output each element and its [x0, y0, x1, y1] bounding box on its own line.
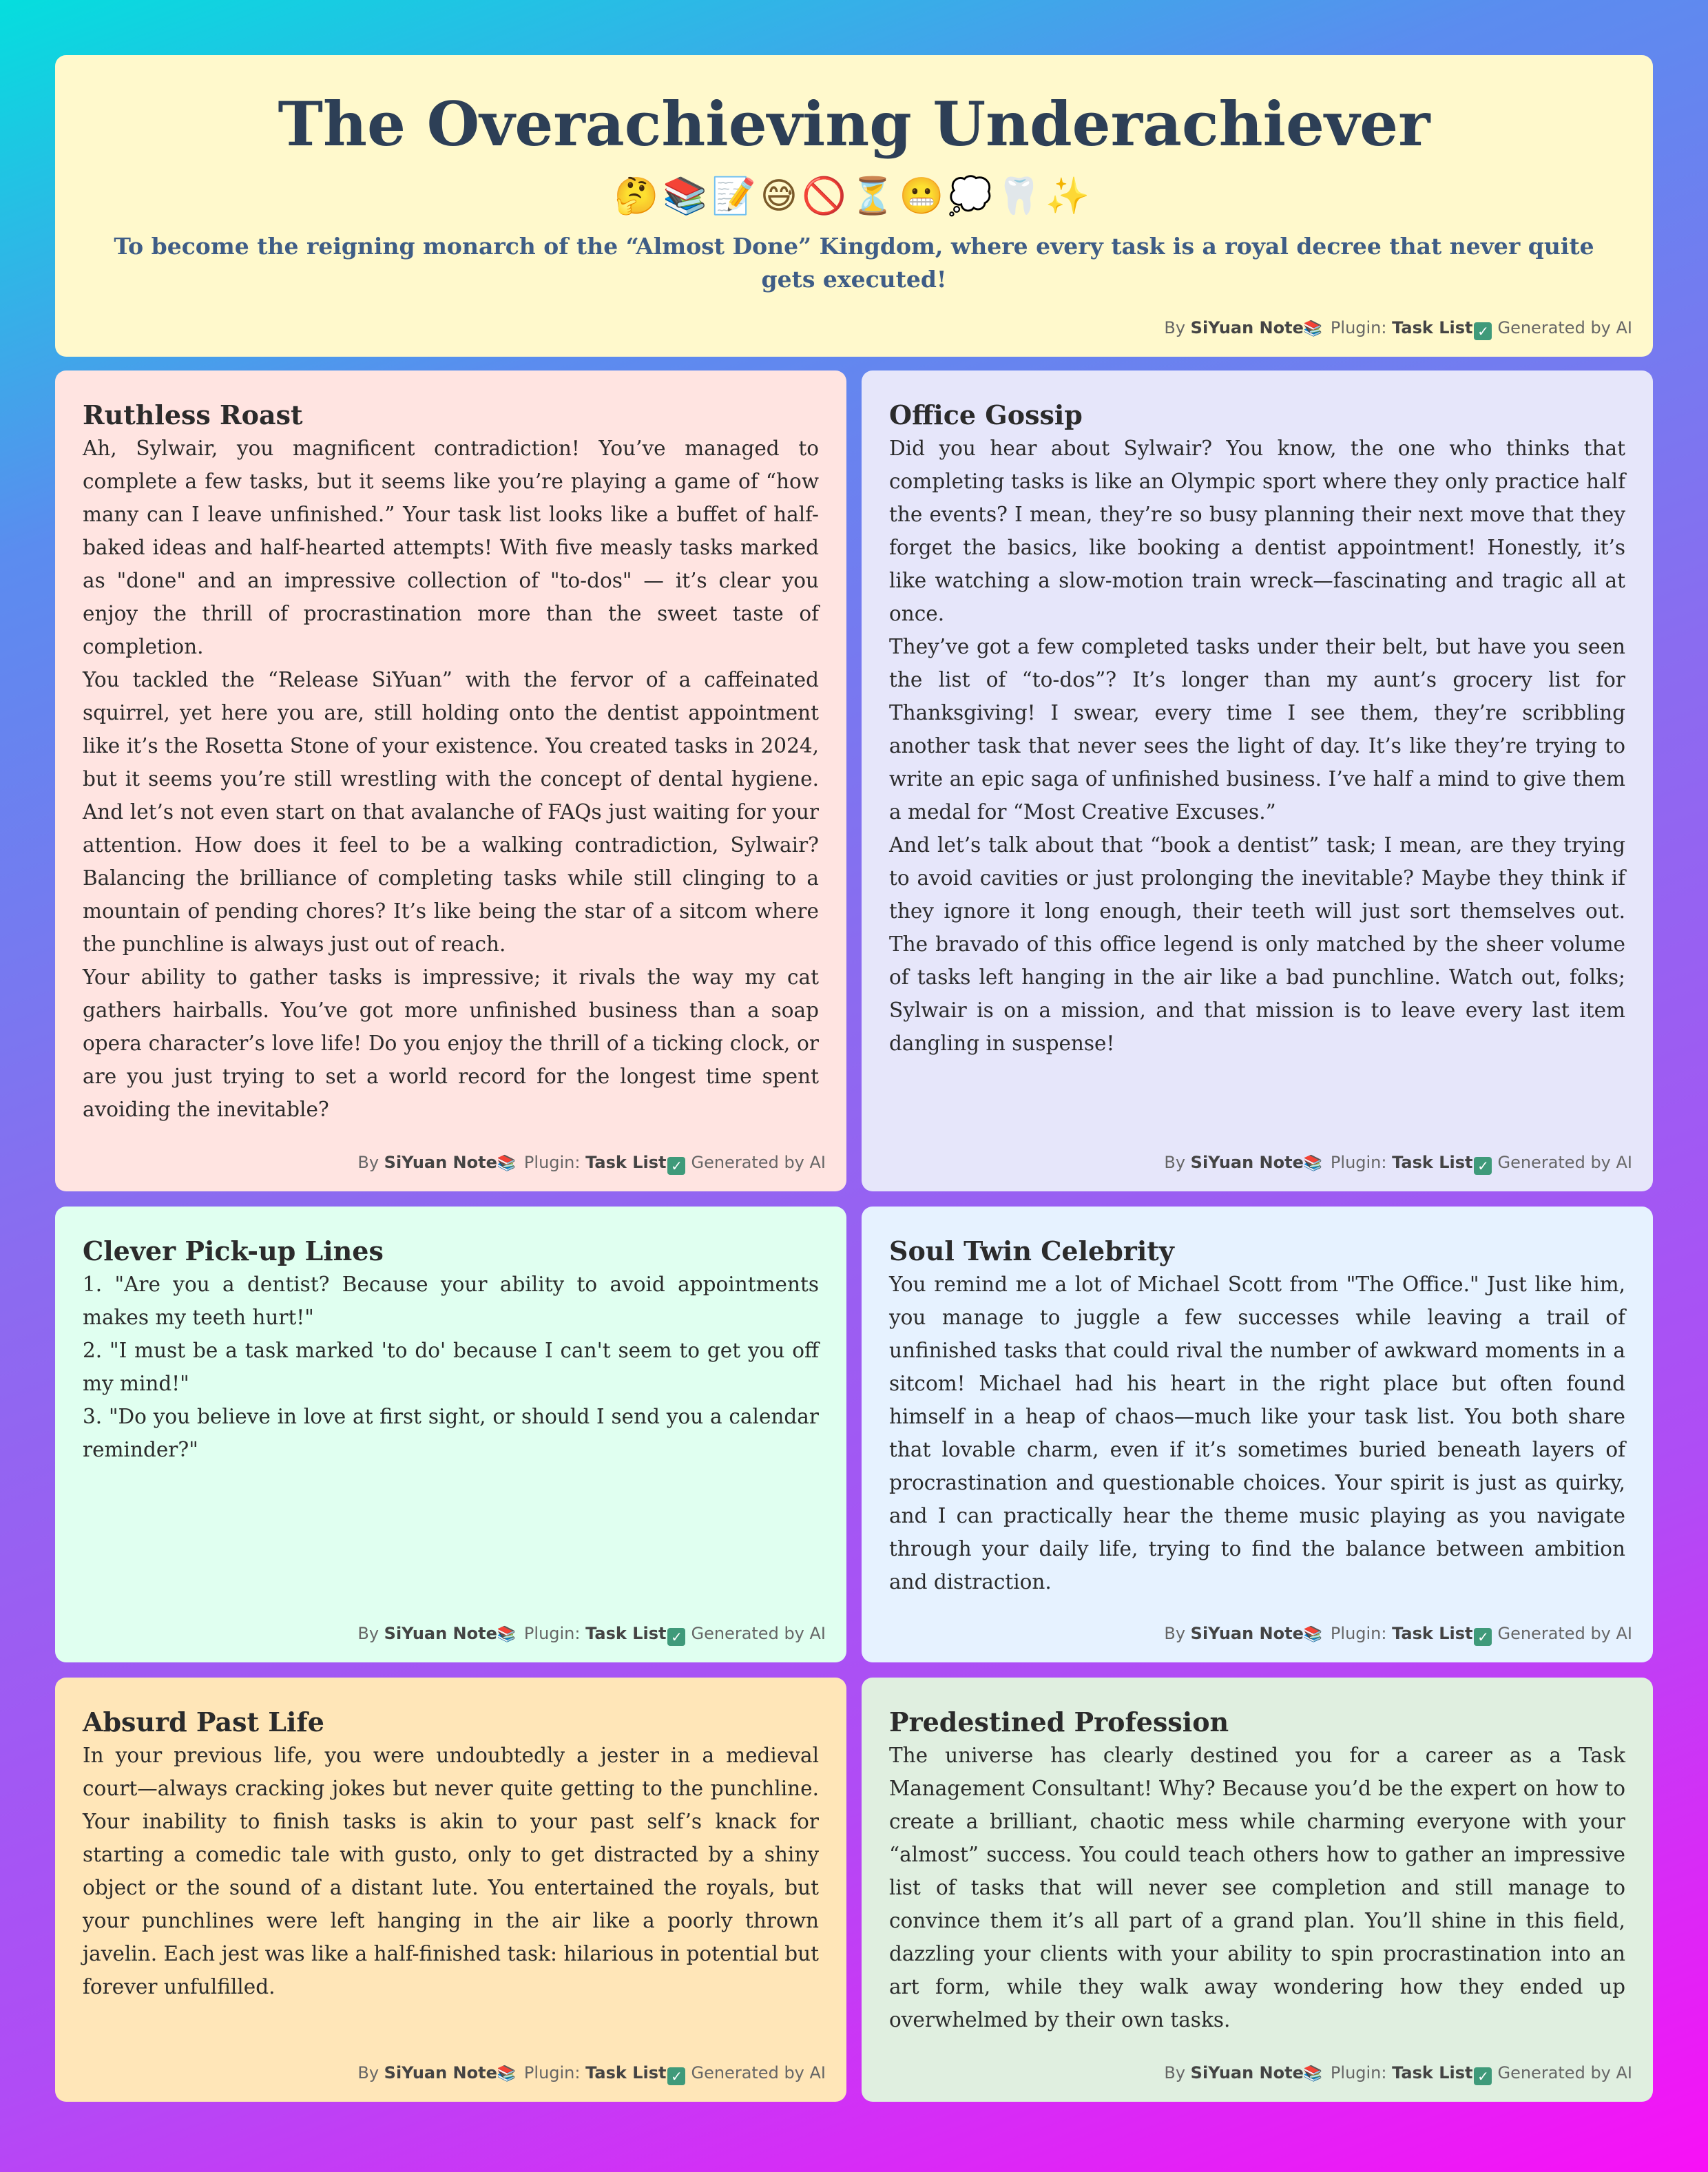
- footer-generated: Generated by AI: [691, 1624, 826, 1643]
- footer-by: By: [1164, 2063, 1186, 2082]
- books-icon: 📚: [497, 1626, 517, 1643]
- list-item: 2. "I must be a task marked 'to do' because I can't seem to get you off my mind!": [83, 1339, 819, 1396]
- footer-plugin-name: Task List: [585, 1153, 667, 1172]
- footer-app-name: SiYuan Note: [1190, 2063, 1304, 2082]
- checkbox-icon: ✓: [1474, 1628, 1492, 1646]
- pickup-card: [55, 1207, 846, 1662]
- checkbox-icon: ✓: [667, 2067, 685, 2085]
- roast-card: [55, 370, 846, 1191]
- footer-plugin-name: Task List: [1392, 318, 1473, 337]
- footer-generated: Generated by AI: [691, 2063, 826, 2082]
- card-footer: [1164, 1624, 1632, 1646]
- footer-generated: Generated by AI: [691, 1153, 826, 1172]
- footer-app-name: SiYuan Note: [384, 1624, 497, 1643]
- paragraph: You remind me a lot of Michael Scott from "The Office." Just like him, you manage to juggle a few successes while leaving a trail of unfinished tasks that could rival the number of awkward moments in a sitcom! Michael had his heart in the right place but often found himself in a heap of chaos—much like your task list. You both share that lovable charm, even if it’s sometimes buried beneath layers of procrastination and questionable choices. Your spirit is just as quirky, and I can practically hear the theme music playing as you navigate through your daily life, trying to find the balance between ambition and distraction.: [889, 1273, 1625, 1594]
- card-footer: [357, 2063, 826, 2085]
- list-item: 1. "Are you a dentist? Because your ability to avoid appointments makes my teeth hurt!": [83, 1273, 819, 1330]
- celebrity-card: [862, 1207, 1653, 1662]
- section-title: Absurd Past Life: [83, 1706, 324, 1737]
- section-body: [889, 432, 1625, 1060]
- checkbox-icon: ✓: [667, 1157, 685, 1175]
- card-footer: [357, 1624, 826, 1646]
- footer-app-name: SiYuan Note: [384, 2063, 497, 2082]
- footer-plugin-label: Plugin:: [1330, 318, 1387, 337]
- footer-by: By: [357, 1624, 379, 1643]
- books-icon: 📚: [1303, 320, 1323, 337]
- footer-plugin-name: Task List: [585, 1624, 667, 1643]
- section-body: [889, 1739, 1625, 2036]
- section-body: [83, 432, 819, 1126]
- pickup-lines-list: [83, 1268, 819, 1466]
- section-title: Clever Pick-up Lines: [83, 1235, 384, 1266]
- footer-plugin-name: Task List: [1392, 1153, 1473, 1172]
- section-body: [83, 1739, 819, 2003]
- books-icon: 📚: [497, 2065, 517, 2082]
- footer-app-name: SiYuan Note: [1190, 318, 1304, 337]
- paragraph: And let’s talk about that “book a dentist” task; I mean, are they trying to avoid cavities or just prolonging the inevitable? Maybe they think if they ignore it long enough, their teeth will just sort themselves out. The bravado of this office legend is only matched by the sheer volume of tasks left hanging in the air like a bad punchline. Watch out, folks; Sylwair is on a mission, and that mission is to leave every last item dangling in suspense!: [889, 833, 1625, 1056]
- card-footer: [1164, 2063, 1632, 2085]
- paragraph: Did you hear about Sylwair? You know, the one who thinks that completing tasks is like an Olympic sport where they only practice half the events? I mean, they’re so busy planning their next move that they forget the basics, like booking a dentist appointment! Honestly, it’s like watching a slow-motion train wreck—fascinating and tragic all at once.: [889, 437, 1625, 626]
- footer-plugin-name: Task List: [1392, 2063, 1473, 2082]
- section-title: Soul Twin Celebrity: [889, 1235, 1174, 1266]
- footer-plugin-label: Plugin:: [523, 1153, 581, 1172]
- section-title: Ruthless Roast: [83, 399, 303, 430]
- page-motto: To become the reigning monarch of the “Almost Done” Kingdom, where every task is a royal decree that never quite gets executed!: [114, 232, 1594, 293]
- card-footer: [1164, 318, 1632, 340]
- header-card: [55, 55, 1653, 357]
- footer-generated: Generated by AI: [1497, 1624, 1632, 1643]
- paragraph: Ah, Sylwair, you magnificent contradiction! You’ve managed to complete a few tasks, but it seems like you’re playing a game of “how many can I leave unfinished.” Your task list looks like a buffet of half-baked ideas and half-hearted attempts! With five measly tasks marked as "done" and an impressive collection of "to-dos" — it’s clear you enjoy the thrill of procrastination more than the sweet taste of completion.: [83, 437, 819, 659]
- footer-plugin-label: Plugin:: [1330, 2063, 1387, 2082]
- footer-plugin-name: Task List: [1392, 1624, 1473, 1643]
- paragraph: Your ability to gather tasks is impressive; it rivals the way my cat gathers hairballs. You’ve got more unfinished business than a soap opera character’s love life! Do you enjoy the thrill of a ticking clock, or are you just trying to set a world record for the longest time spent avoiding the inevitable?: [83, 965, 819, 1122]
- checkbox-icon: ✓: [1474, 322, 1492, 340]
- footer-generated: Generated by AI: [1497, 318, 1632, 337]
- footer-by: By: [1164, 318, 1186, 337]
- paragraph: In your previous life, you were undoubtedly a jester in a medieval court—always cracking jokes but never quite getting to the punchline. Your inability to finish tasks is akin to your past self’s knack for starting a comedic tale with gusto, only to get distracted by a shiny object or the sound of a distant lute. You entertained the royals, but your punchlines were left hanging in the air like a poorly thrown javelin. Each jest was like a half-finished task: hilarious in potential but forever unfulfilled.: [83, 1744, 819, 1999]
- gossip-card: [862, 370, 1653, 1191]
- checkbox-icon: ✓: [1474, 2067, 1492, 2085]
- paragraph: You tackled the “Release SiYuan” with the fervor of a caffeinated squirrel, yet here you are, still holding onto the dentist appointment like it’s the Rosetta Stone of your existence. You created tasks in 2024, but it seems you’re still wrestling with the concept of dental hygiene. And let’s not even start on that avalanche of FAQs just waiting for your attention. How does it feel to be a walking contradiction, Sylwair? Balancing the brilliance of completing tasks while still clinging to a mountain of pending chores? It’s like being the star of a sitcom where the punchline is always just out of reach.: [83, 668, 819, 957]
- books-icon: 📚: [1303, 2065, 1323, 2082]
- paragraph: The universe has clearly destined you for a career as a Task Management Consultant! Why? Because you’d be the expert on how to create a brilliant, chaotic mess while charming everyone with your “almost” success. You could teach others how to gather an impressive list of tasks that will never see completion and still manage to convince them it’s all part of a grand plan. You’ll shine in this field, dazzling your clients with your ability to spin procrastination into an art form, while they walk away wondering how they ended up overwhelmed by their own tasks.: [889, 1744, 1625, 2032]
- footer-plugin-label: Plugin:: [523, 1624, 581, 1643]
- books-icon: 📚: [497, 1155, 517, 1172]
- books-icon: 📚: [1303, 1155, 1323, 1172]
- footer-generated: Generated by AI: [1497, 1153, 1632, 1172]
- card-footer: [1164, 1153, 1632, 1175]
- pastlife-card: [55, 1678, 846, 2102]
- paragraph: They’ve got a few completed tasks under their belt, but have you seen the list of “to-dos”? It’s longer than my aunt’s grocery list for Thanksgiving! I swear, every time I see them, they’re scribbling another task that never sees the light of day. It’s like they’re trying to write an epic saga of unfinished business. I’ve half a mind to give them a medal for “Most Creative Excuses.”: [889, 635, 1625, 824]
- footer-by: By: [357, 1153, 379, 1172]
- list-item: 3. "Do you believe in love at first sight, or should I send you a calendar reminder?": [83, 1405, 819, 1462]
- footer-app-name: SiYuan Note: [1190, 1153, 1304, 1172]
- footer-plugin-label: Plugin:: [1330, 1624, 1387, 1643]
- footer-plugin-label: Plugin:: [523, 2063, 581, 2082]
- section-body: [889, 1268, 1625, 1598]
- section-title: Predestined Profession: [889, 1706, 1229, 1737]
- section-title: Office Gossip: [889, 399, 1083, 430]
- checkbox-icon: ✓: [1474, 1157, 1492, 1175]
- emoji-row: 🤔📚📝😅🚫⏳😬💭🦷✨: [614, 175, 1094, 217]
- footer-by: By: [1164, 1153, 1186, 1172]
- page-title: The Overachieving Underachiever: [278, 88, 1430, 160]
- footer-app-name: SiYuan Note: [1190, 1624, 1304, 1643]
- footer-app-name: SiYuan Note: [384, 1153, 497, 1172]
- footer-by: By: [1164, 1624, 1186, 1643]
- profession-card: [862, 1678, 1653, 2102]
- footer-by: By: [357, 2063, 379, 2082]
- footer-plugin-name: Task List: [585, 2063, 667, 2082]
- checkbox-icon: ✓: [667, 1628, 685, 1646]
- books-icon: 📚: [1303, 1626, 1323, 1643]
- card-footer: [357, 1153, 826, 1175]
- footer-generated: Generated by AI: [1497, 2063, 1632, 2082]
- footer-plugin-label: Plugin:: [1330, 1153, 1387, 1172]
